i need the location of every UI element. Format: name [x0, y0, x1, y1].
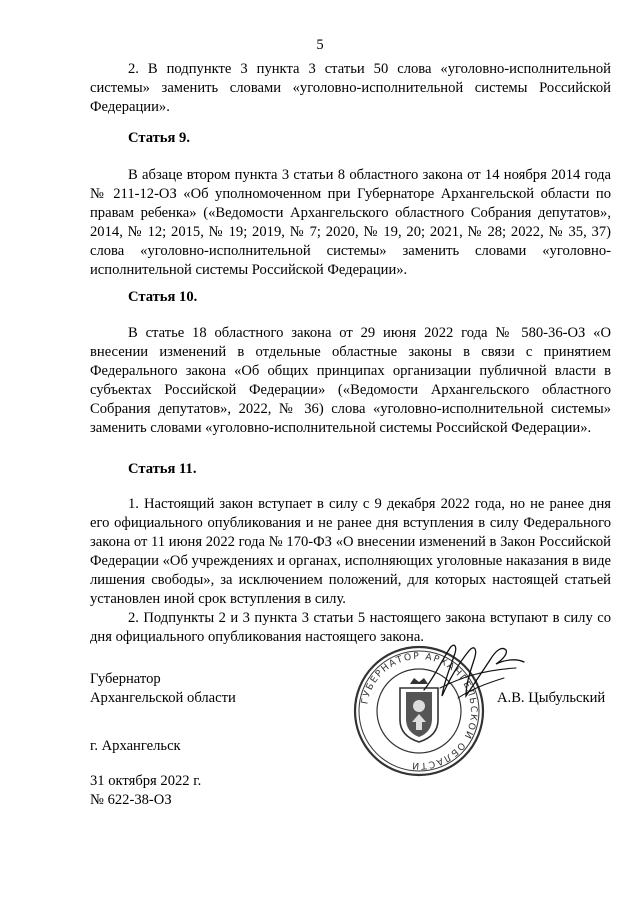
article-10-text: В статье 18 областного закона от 29 июня 2022 года № 580-36-ОЗ «О внесении изменений в отдельные областные законы в связи с принятием Федерального закона «Об общих принципах организации публичной власти в субъектах Российской Федерации» («Ведомости Архангельского областного Собрания депутатов», 2022, № 36) слова «уголовно-исполнительной системы» заменить словами «уголовно-исполнительной системы Российской Федерации». [90, 325, 611, 436]
governor-name: А.В. Цыбульский [497, 690, 606, 706]
item-2-text: 2. В подпункте 3 пункта 3 статьи 50 слова «уголовно-исполнительной системы» заменить словами «уголовно-исполнительной системы Российской Федерации». [90, 61, 611, 115]
article-11-paragraph-1: 1. Настоящий закон вступает в силу с 9 декабря 2022 года, но не ранее дня его официального опубликования и не ранее дня вступления в силу Федерального закона от 11 июня 2022 года № 170-ФЗ «О внесении изменений в Закон Российской Федерации «Об учреждениях и органах, исполняющих уголовные наказания в виде лишения свободы», за исключением положений, для которых настоящей статьей установлен иной срок вступления в силу. [90, 496, 611, 607]
governor-title: Губернатор [90, 671, 161, 687]
item-2-paragraph [90, 60, 611, 117]
article-9-heading: Статья 9. [128, 130, 190, 146]
place: г. Архангельск [90, 738, 181, 754]
page-number: 5 [316, 37, 324, 53]
article-11-paragraph-2: 2. Подпункты 2 и 3 пункта 3 статьи 5 настоящего закона вступают в силу со дня официального опубликования настоящего закона. [90, 610, 611, 645]
article-9-text: В абзаце втором пункта 3 статьи 8 областного закона от 14 ноября 2014 года № 211-12-ОЗ «Об уполномоченном при Губернаторе Архангельской области по правам ребенка» («Ведомости Архангельского областного Собрания депутатов», 2014, № 12; 2015, № 19; 2019, № 7; 2020, № 19, 20; 2021, № 28; 2022, № 35, 37) слова «уголовно-исполнительной системы» заменить словами «уголовно-исполнительной системы Российской Федерации». [90, 167, 611, 278]
article-10-body [90, 324, 611, 438]
governor-region: Архангельской области [90, 690, 236, 706]
law-number: № 622-38-ОЗ [90, 792, 172, 808]
article-11-body [90, 495, 611, 647]
article-10-heading: Статья 10. [128, 289, 198, 305]
date: 31 октября 2022 г. [90, 773, 202, 789]
article-9-body [90, 166, 611, 280]
handwritten-signature [420, 638, 530, 708]
seal-text: ГУБЕРНАТОР АРХАНГЕЛЬСКОЙ ОБЛАСТИ [359, 650, 480, 772]
article-11-heading: Статья 11. [128, 461, 197, 477]
